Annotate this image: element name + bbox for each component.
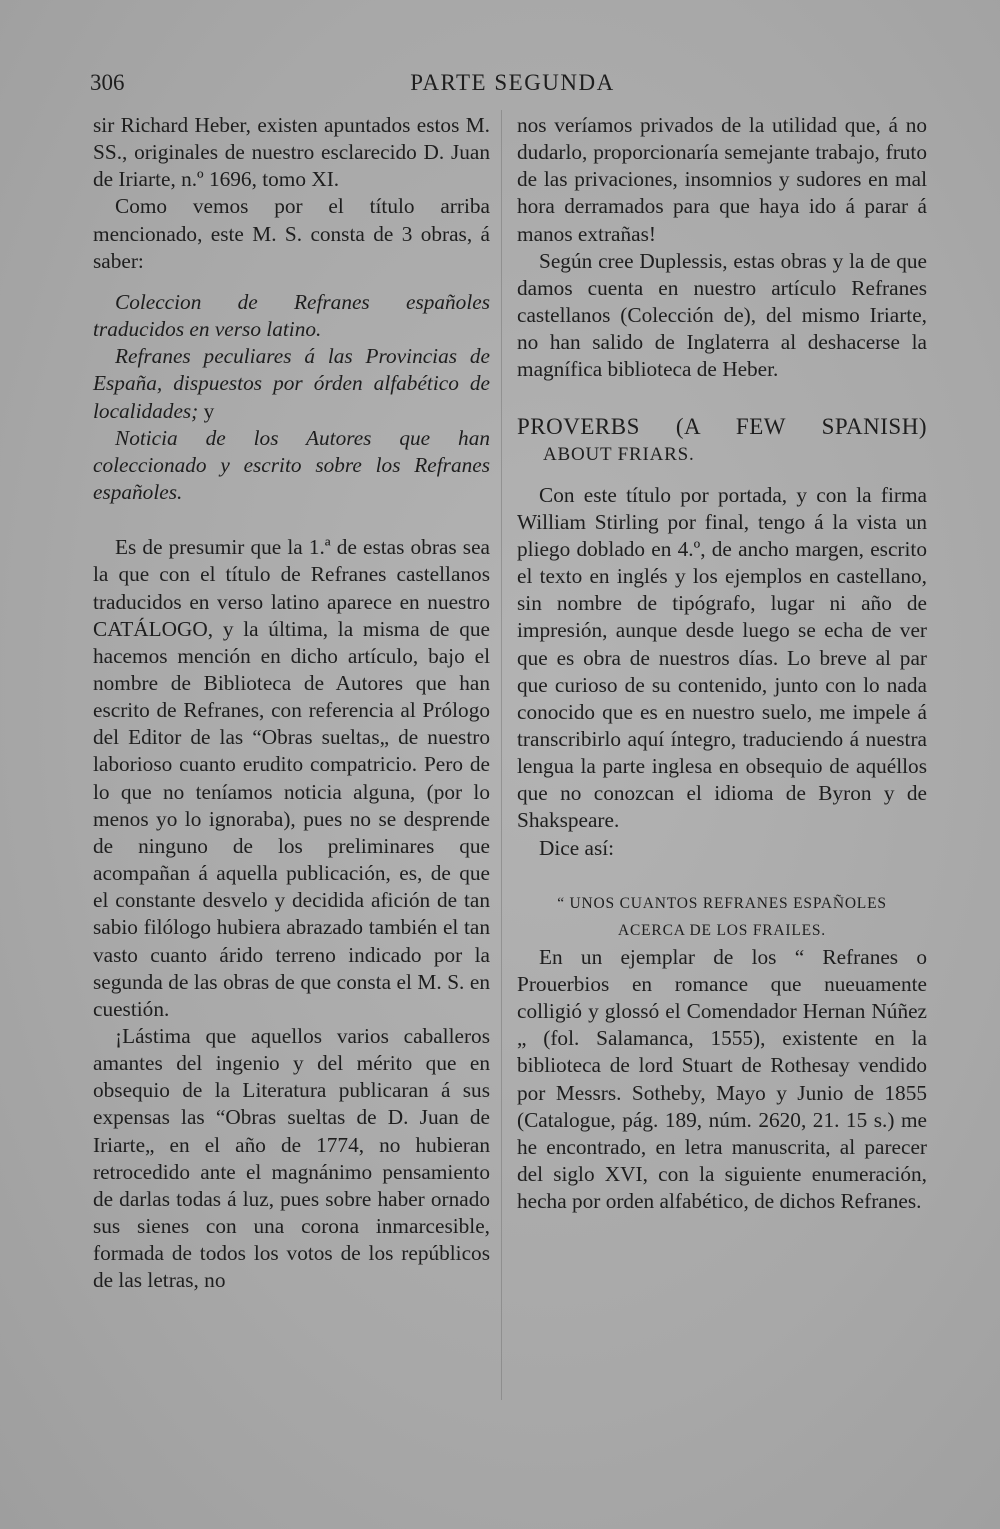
- spacer: [93, 275, 490, 289]
- section-subtitle: ABOUT FRIARS.: [543, 443, 695, 465]
- section-title: PROVERBS (A FEW SPANISH): [517, 413, 927, 439]
- conjunction: y: [198, 398, 215, 423]
- work-title: Noticia de los Autores que han coleccionado y escrito sobre los Refranes españoles.: [93, 425, 490, 505]
- work-title: Coleccion de Refranes españoles traducidos en verso latino.: [93, 289, 490, 342]
- running-head: PARTE SEGUNDA: [410, 70, 615, 95]
- paragraph: Dice así:: [539, 835, 615, 860]
- page-number: 306: [90, 70, 125, 95]
- quote-heading-line-2: ACERCA DE LOS FRAILES.: [618, 921, 826, 939]
- column-divider: [501, 110, 502, 1400]
- spacer: [93, 506, 490, 534]
- page-header: [90, 70, 935, 110]
- left-column: [93, 112, 490, 1295]
- paragraph: Con este título por portada, y con la firma William Stirling por final, tengo á la vista un pliego doblado en 4.º, de ancho margen, escrito el texto en inglés y los ejemplos en castellano, sin nombre de tipógrafo, lugar ni año de impresión, aunque desde luego se echa de ver que es obra de nuestros días. Lo breve al par que curioso de su contenido, junto con lo nada conocido que es en nuestro suelo, me impele á transcribirlo aquí íntegro, traduciendo á nuestra lengua la parte inglesa en obsequio de aquéllos que no conozcan el idioma de Byron y de Shakspeare.: [517, 482, 927, 833]
- work-title-item: [93, 343, 490, 424]
- paragraph: Es de presumir que la 1.ª de estas obras sea la que con el título de Refranes castellanos traducidos en verso latino aparece en nuestro CATÁLOGO, y la última, la misma de que hacemos mención en dicho artículo, bajo el nombre de Biblioteca de Autores que han escrito de Refranes, con referencia al Prólogo del Editor de las “Obras sueltas„ de nuestro laborioso cuanto erudito compatricio. Pero de lo que no teníamos noticia alguna, (por lo menos yo lo ignoraba), pues no se desprende de ninguno de los preliminares que acompañan á aquella publicación, es, de que el constante desvelo y decidida afición de tan sabio filólogo hubiera abrazado también el tan vasto cuanto árido terreno indicado por la segunda de las obras de que consta el M. S. en cuestión.: [93, 535, 490, 1021]
- paragraph: En un ejemplar de los “ Refranes o Prouerbios en romance que nueuamente colligió y glossó el Comendador Hernan Núñez „ (fol. Salamanca, 1555), existente en la biblioteca de lord Stuart de Rothesay vendido por Messrs. Sotheby, Mayo y Junio de 1855 (Catalogue, pág. 189, núm. 2620, 21. 15 s.) me he encontrado, en letra manuscrita, al parecer del siglo XVI, con la siguiente enumeración, hecha por orden alfabético, de dichos Refranes.: [517, 944, 927, 1214]
- quote-heading-line-1: “ UNOS CUANTOS REFRANES ESPAÑOLES: [557, 894, 887, 912]
- spacer: [517, 384, 927, 412]
- work-title-item: [93, 289, 490, 343]
- paragraph: Como vemos por el título arriba mencionado, este M. S. consta de 3 obras, á saber:: [93, 194, 490, 273]
- paragraph: Según cree Duplessis, estas obras y la de que damos cuenta en nuestro artículo Refranes castellanos (Colección de), del mismo Iriarte, no han salido de Inglaterra al deshacerse la magnífica biblioteca de Heber.: [517, 248, 927, 382]
- spacer: [517, 468, 927, 482]
- work-title-item: [93, 425, 490, 506]
- paragraph: sir Richard Heber, existen apuntados estos M. SS., originales de nuestro esclarecido D. Juan de Iriarte, n.º 1696, tomo XI.: [93, 113, 490, 192]
- right-column: [517, 112, 927, 1215]
- paragraph: nos veríamos privados de la utilidad que, á no dudarlo, proporcionaría semejante trabajo, fruto de las privaciones, insomnios y sudores en mal hora derramados para que haya ido á parar á manos extrañas!: [517, 113, 927, 246]
- spacer: [517, 862, 927, 890]
- work-title: Refranes peculiares á las Provincias de España, dispuestos por órden alfabético de localidades;: [93, 344, 490, 423]
- paragraph: ¡Lástima que aquellos varios caballeros amantes del ingenio y del mérito que en obsequio de la Literatura publicaran á sus expensas las “Obras sueltas de D. Juan de Iriarte„ en el año de 1774, no hubieran retrocedido ante el magnánimo pensamiento de darlas todas á luz, pues sobre haber ornado sus sienes con una corona inmarcesible, formada de todos los votos de los repúblicos de las letras, no: [93, 1024, 490, 1293]
